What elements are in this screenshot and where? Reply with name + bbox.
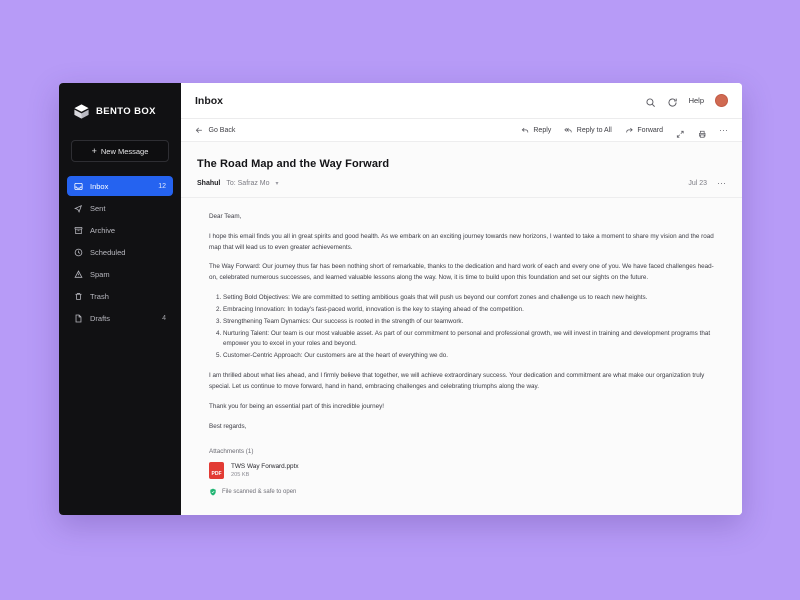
sidebar-item-label: Sent xyxy=(90,203,106,213)
trash-icon xyxy=(74,292,83,301)
attachment-item[interactable] xyxy=(209,462,714,479)
bento-box-logo-icon xyxy=(73,103,90,120)
list-item: 2. Embracing Innovation: In today's fast-paced world, innovation is the key to staying ahead of the competition. xyxy=(223,305,714,316)
sidebar-item-label: Spam xyxy=(90,269,110,279)
sidebar-item-scheduled[interactable] xyxy=(67,242,173,262)
reply-button[interactable] xyxy=(521,126,551,135)
brand-name: BENTO BOX xyxy=(96,106,156,117)
sidebar-item-label: Inbox xyxy=(90,181,109,191)
email-subject: The Road Map and the Way Forward xyxy=(197,158,390,170)
email-paragraph: Thank you for being an essential part of this incredible journey! xyxy=(209,402,385,410)
draft-icon xyxy=(74,314,83,323)
attachments-label: Attachments (1) xyxy=(209,448,254,456)
email-date: Jul 23 xyxy=(688,180,707,187)
avatar[interactable] xyxy=(715,94,728,107)
reply-icon xyxy=(521,126,530,135)
chevron-down-icon[interactable]: ▾ xyxy=(275,181,279,187)
brand xyxy=(59,83,181,138)
clock-icon xyxy=(74,248,83,257)
arrow-left-icon xyxy=(195,126,204,135)
sidebar-item-drafts[interactable] xyxy=(67,308,173,328)
sidebar-item-count: 4 xyxy=(162,314,166,322)
help-link[interactable]: Help xyxy=(688,96,704,105)
scan-status xyxy=(209,488,714,496)
new-message-label: New Message xyxy=(100,146,149,156)
sidebar-item-label: Archive xyxy=(90,225,116,235)
go-back-label: Go Back xyxy=(208,126,236,134)
sidebar-nav xyxy=(59,176,181,328)
plus-icon: + xyxy=(91,145,97,156)
email-paragraph: I hope this email finds you all in great spirits and good health. As we embark on an exciting journey towards new horizons, I wanted to take a moment to share my vision and the road map that will lead us to even greater achievements. xyxy=(209,232,714,251)
search-icon[interactable] xyxy=(645,95,656,106)
message-actions xyxy=(521,126,728,135)
archive-icon xyxy=(74,226,83,235)
email-paragraph: I am thrilled about what lies ahead, and I firmly believe that together, we will achieve extraordinary success. Your dedication and commitment are what make our organization truly special. Let us continue to move forward, hand in hand, embracing challenges and celebrating triumphs along the way. xyxy=(209,372,705,390)
topbar-actions xyxy=(645,94,728,107)
email-paragraph: Dear Team, xyxy=(209,213,242,220)
sidebar-item-sent[interactable] xyxy=(67,198,173,218)
email-client-window xyxy=(59,83,742,515)
email-paragraph: The Way Forward: Our journey thus far has been nothing short of remarkable, thanks to the dedication and hard work of each and every one of you. We have faced challenges head-on, celebrated numerous successes, and learned valuable lessons along the way. Now, it is time to build upon this foundation and set our sights on the future. xyxy=(209,263,714,282)
sidebar-item-archive[interactable] xyxy=(67,220,173,240)
sidebar-item-count: 12 xyxy=(158,182,166,190)
reply-label: Reply xyxy=(533,126,552,134)
page-title: Inbox xyxy=(195,94,223,107)
send-icon xyxy=(74,204,83,213)
reply-all-button[interactable] xyxy=(564,126,612,135)
expand-icon[interactable] xyxy=(676,126,685,135)
forward-icon xyxy=(625,126,634,135)
sidebar-item-label: Scheduled xyxy=(90,247,126,257)
attachment-name: TWS Way Forward.pptx xyxy=(231,463,299,471)
more-horizontal-icon[interactable]: ⋯ xyxy=(719,124,728,135)
email-content xyxy=(181,142,742,515)
email-meta xyxy=(181,170,742,198)
list-item: 1. Setting Bold Objectives: We are committed to setting ambitious goals that will push us beyond our comfort zones and challenge us to reach new heights. xyxy=(223,293,714,304)
forward-button[interactable] xyxy=(625,126,663,135)
attachment-size: 205 KB xyxy=(231,472,250,479)
sidebar xyxy=(59,83,181,515)
more-horizontal-icon[interactable]: ⋯ xyxy=(717,178,726,188)
action-bar xyxy=(181,119,742,142)
email-body xyxy=(181,198,742,515)
go-back-button[interactable] xyxy=(195,126,235,135)
list-item: 3. Strengthening Team Dynamics: Our success is rooted in the strength of our teamwork. xyxy=(223,317,714,328)
sidebar-item-label: Trash xyxy=(90,291,109,301)
new-message-button[interactable] xyxy=(71,140,169,162)
topbar xyxy=(181,83,742,119)
sidebar-item-inbox[interactable] xyxy=(67,176,173,196)
refresh-icon[interactable] xyxy=(667,95,678,106)
scan-status-label: File scanned & safe to open xyxy=(222,489,297,496)
print-icon[interactable] xyxy=(698,126,707,135)
email-signoff: Best regards, xyxy=(209,422,247,430)
forward-label: Forward xyxy=(637,126,663,134)
shield-check-icon xyxy=(209,488,217,496)
alert-icon xyxy=(74,270,83,279)
main-panel xyxy=(181,83,742,515)
pdf-file-icon: PDF xyxy=(209,462,224,479)
email-sender: Shahul xyxy=(197,180,221,187)
inbox-icon xyxy=(74,182,83,191)
list-item: 5. Customer-Centric Approach: Our customers are at the heart of everything we do. xyxy=(223,351,714,362)
sidebar-item-trash[interactable] xyxy=(67,286,173,306)
reply-all-label: Reply to All xyxy=(576,126,612,134)
sidebar-item-label: Drafts xyxy=(90,313,111,323)
list-item: 4. Nurturing Talent: Our team is our most valuable asset. As part of our commitment to personal and professional growth, we will invest in training and development programs that empower you to excel in your roles and beyond. xyxy=(223,329,714,351)
attachment-info xyxy=(231,463,299,478)
reply-all-icon xyxy=(564,126,573,135)
email-recipient: To: Safraz Mo xyxy=(226,180,270,187)
sidebar-item-spam[interactable] xyxy=(67,264,173,284)
email-list xyxy=(223,293,714,362)
email-meta-right xyxy=(688,179,726,188)
